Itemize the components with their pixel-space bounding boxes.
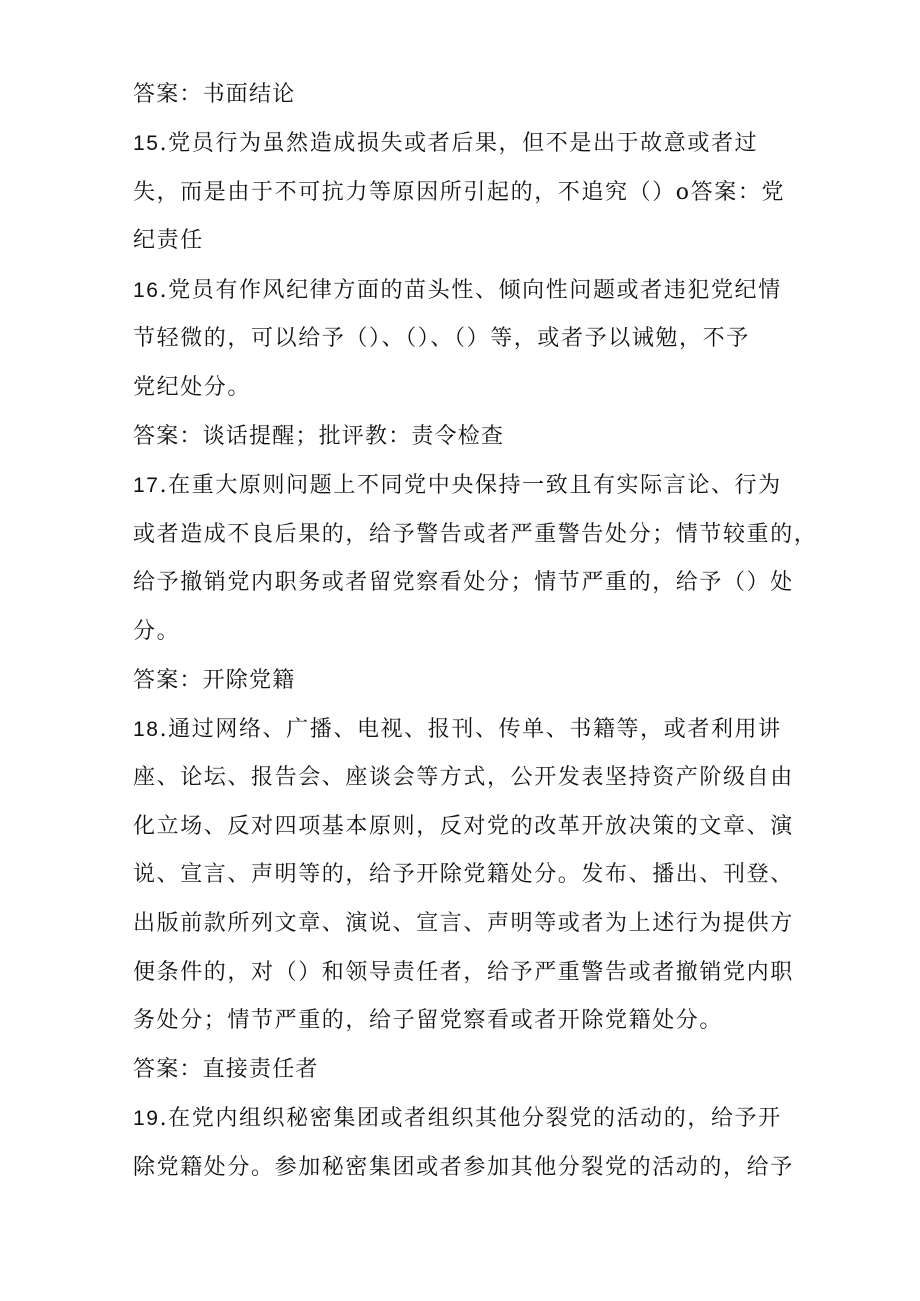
question-17-line-1 [133, 471, 782, 501]
question-18-line-3: 化立场、反对四项基本原则，反对党的改革开放决策的文章、演 [133, 814, 794, 839]
question-18-line-7: 务处分；情节严重的，给子留党察看或者开除党籍处分。 [133, 1008, 724, 1033]
answer-16: 答案：谈话提醒；批评教：责令检查 [133, 424, 505, 449]
question-17-line-2: 或者造成不良后果的，给予警告或者严重警告处分；情节较重的， [133, 522, 818, 547]
question-number: 19 [133, 1107, 160, 1130]
question-15-line-3: 纪责任 [133, 228, 204, 253]
answer-17: 答案：开除党籍 [133, 668, 296, 693]
question-18-line-5: 出版前款所列文章、演说、宣言、声明等或者为上述行为提供方 [133, 911, 794, 936]
question-18-line-6: 便条件的，对（）和领导责任者，给予严重警告或者撤销党内职 [133, 960, 794, 985]
question-number: 17 [133, 474, 160, 497]
question-18-line-1 [133, 715, 782, 745]
question-number: 18 [133, 718, 160, 741]
question-18-line-2: 座、论坛、报告会、座谈会等方式，公开发表坚持资产阶级自由 [133, 765, 794, 790]
question-text: .通过网络、广播、电视、报刊、传单、书籍等，或者利用讲 [159, 717, 782, 742]
question-16-line-1 [133, 276, 782, 306]
question-text: .在重大原则问题上不同党中央保持一致且有实际言论、行为 [159, 473, 782, 498]
question-18-line-4: 说、宣言、声明等的，给予开除党籍处分。发布、播出、刊登、 [133, 862, 794, 887]
question-text: .党员行为虽然造成损失或者后果，但不是出于故意或者过 [159, 131, 759, 156]
answer-14: 答案：书面结论 [133, 82, 296, 107]
question-number: 15 [133, 132, 160, 155]
question-17-line-3: 给予撤销党内职务或者留党察看处分；情节严重的，给予（）处 [133, 570, 794, 595]
question-15-line-2: 失，而是由于不可抗力等原因所引起的，不追究（）o答案：党 [133, 180, 786, 205]
question-16-line-2: 节轻微的，可以给予（）、（）、（）等，或者予以诫勉，不予 [133, 326, 750, 351]
question-19-line-2: 除党籍处分。参加秘密集团或者参加其他分裂党的活动的，给予 [133, 1155, 794, 1180]
question-15-line-1 [133, 129, 758, 159]
question-number: 16 [133, 279, 160, 302]
question-text: .党员有作风纪律方面的苗头性、倾向性问题或者违犯党纪情 [159, 278, 782, 303]
answer-18: 答案：直接责任者 [133, 1057, 319, 1082]
question-19-line-1 [133, 1104, 782, 1134]
question-17-line-4: 分。 [133, 619, 181, 644]
question-16-line-3: 党纪处分。 [133, 375, 252, 400]
question-text: .在党内组织秘密集团或者组织其他分裂党的活动的，给予开 [159, 1106, 782, 1131]
